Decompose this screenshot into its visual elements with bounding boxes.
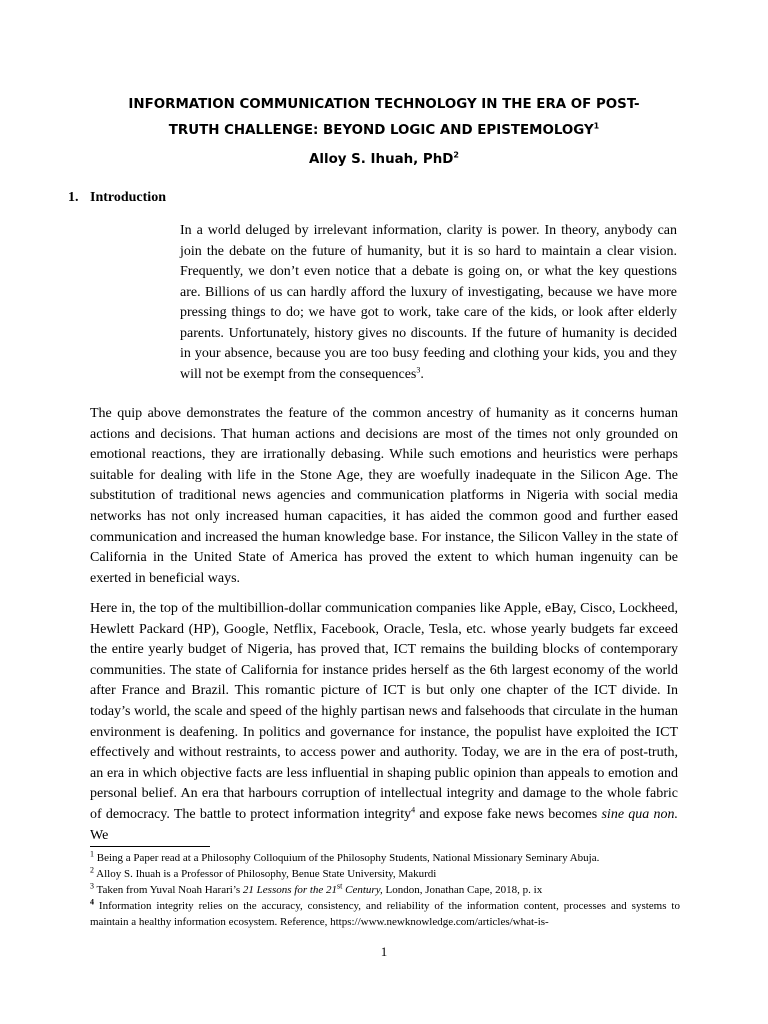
author-line	[60, 152, 708, 167]
footnote-4	[90, 898, 680, 930]
author-footnote-mark: 2	[453, 150, 459, 160]
footnote-separator	[90, 846, 210, 847]
latin-phrase: sine qua non.	[601, 806, 678, 822]
footnote-3-text: Taken from Yuval Noah Harari’s	[94, 884, 243, 896]
author-name: Alloy S. Ihuah, PhD	[309, 152, 454, 167]
paragraph-2-end: We	[90, 827, 109, 843]
title-footnote-mark: 1	[593, 121, 600, 131]
quote-end: .	[420, 366, 424, 382]
book-title-ordinal: st	[337, 882, 343, 891]
paragraph-1: The quip above demonstrates the feature of the common ancestry of humanity as it concerns human actions and decisions. That human actions and decisions are most of the times not only grounded on emotional reactions, they are irrationally debasing. While such emotions and heuristics were perhaps suitable for dealing with life in the Stone Age, they are woefully inadequate in the Silicon Age. The substitution of traditional news agencies and communication platforms in Nigeria with social media networks has not only increased human capacities, it has aided the common good and further eased communication and increased the human knowledge base. For instance, the Silicon Valley in the state of California in the United State of America has proved the extent to which human ingenuity can be exerted in beneficial ways.	[90, 406, 678, 586]
footnote-3	[90, 882, 680, 898]
book-title: 21 Lessons for the 21	[242, 884, 338, 896]
title-line-2: TRUTH CHALLENGE: BEYOND LOGIC AND EPISTEMOLOGY	[168, 123, 594, 138]
footnote-1	[90, 850, 680, 866]
quote-footnote-mark: 3	[416, 364, 421, 374]
paragraph-2-middle: and expose fake news becomes	[415, 806, 602, 822]
footnote-1-mark: 1	[90, 850, 94, 859]
paragraph-2-footnote-mark: 4	[411, 805, 416, 815]
title-line-1: INFORMATION COMMUNICATION TECHNOLOGY IN THE ERA OF POST-	[128, 97, 640, 112]
block-quote	[180, 221, 677, 385]
footnote-2-text: Alloy S. Ihuah is a Professor of Philosophy, Benue State University, Makurdi	[94, 868, 437, 880]
footnote-2-mark: 2	[90, 866, 94, 875]
footnote-1-text: Being a Paper read at a Philosophy Colloquium of the Philosophy Students, National Missionary Seminary Abuja.	[94, 852, 600, 864]
paragraph-2	[90, 599, 678, 846]
footnotes	[90, 850, 680, 930]
footnote-2	[90, 866, 680, 882]
footnote-3-mark: 3	[90, 882, 94, 891]
page-number: 1	[380, 944, 388, 959]
footnote-4-text: Information integrity relies on the accuracy, consistency, and reliability of the information content, processes and systems to maintain a healthy information ecosystem. Reference, https://www.newknowledge.com/articles/what-is-	[90, 900, 680, 928]
section-title: Introduction	[90, 190, 166, 205]
footnote-3-publisher: London, Jonathan Cape, 2018, p. ix	[382, 884, 543, 896]
section-heading	[68, 190, 166, 206]
paper-title	[60, 92, 708, 144]
footnote-4-mark: 4	[90, 898, 94, 907]
paragraph-2-text: Here in, the top of the multibillion-dollar communication companies like Apple, eBay, Cisco, Lockheed, Hewlett Packard (HP), Google, Netflix, Facebook, Oracle, Tesla, etc. whose yearly budgets far exceed the entire yearly budget of Nigeria, has proved that, ICT remains the building blocks of contemporary communities. The state of California for instance prides herself as the 6th largest economy of the world after France and Brazil. This romantic picture of ICT is but only one chapter of the ICT divide. In today’s world, the scale and speed of the highly partisan news and falsehoods that circulate in the human environment is deafening. In politics and governance for instance, the populist have exploited the ICT effectively and without restraints, to access power and authority. Today, we are in the era of post-truth, an era in which objective facts are less influential in shaping public opinion than appeals to emotion and personal belief. An era that harbours corruption of intellectual integrity and damage to the whole fabric of democracy. The battle to protect information integrity	[90, 601, 678, 822]
quote-text: In a world deluged by irrelevant information, clarity is power. In theory, anybody can join the debate on the future of humanity, but it is so hard to maintain a clear vision. Frequently, we don’t even notice that a debate is going on, or what the key questions are. Billions of us can hardly afford the luxury of investigating, because we have more pressing things to do; we have got to work, take care of the kids, or look after elderly parents. Unfortunately, history gives no discounts. If the future of humanity is decided in your absence, because you are too busy feeding and clothing your kids, you and they will not be exempt from the consequences	[180, 223, 677, 382]
book-title-end: Century,	[342, 884, 383, 896]
section-number: 1.	[68, 190, 79, 205]
